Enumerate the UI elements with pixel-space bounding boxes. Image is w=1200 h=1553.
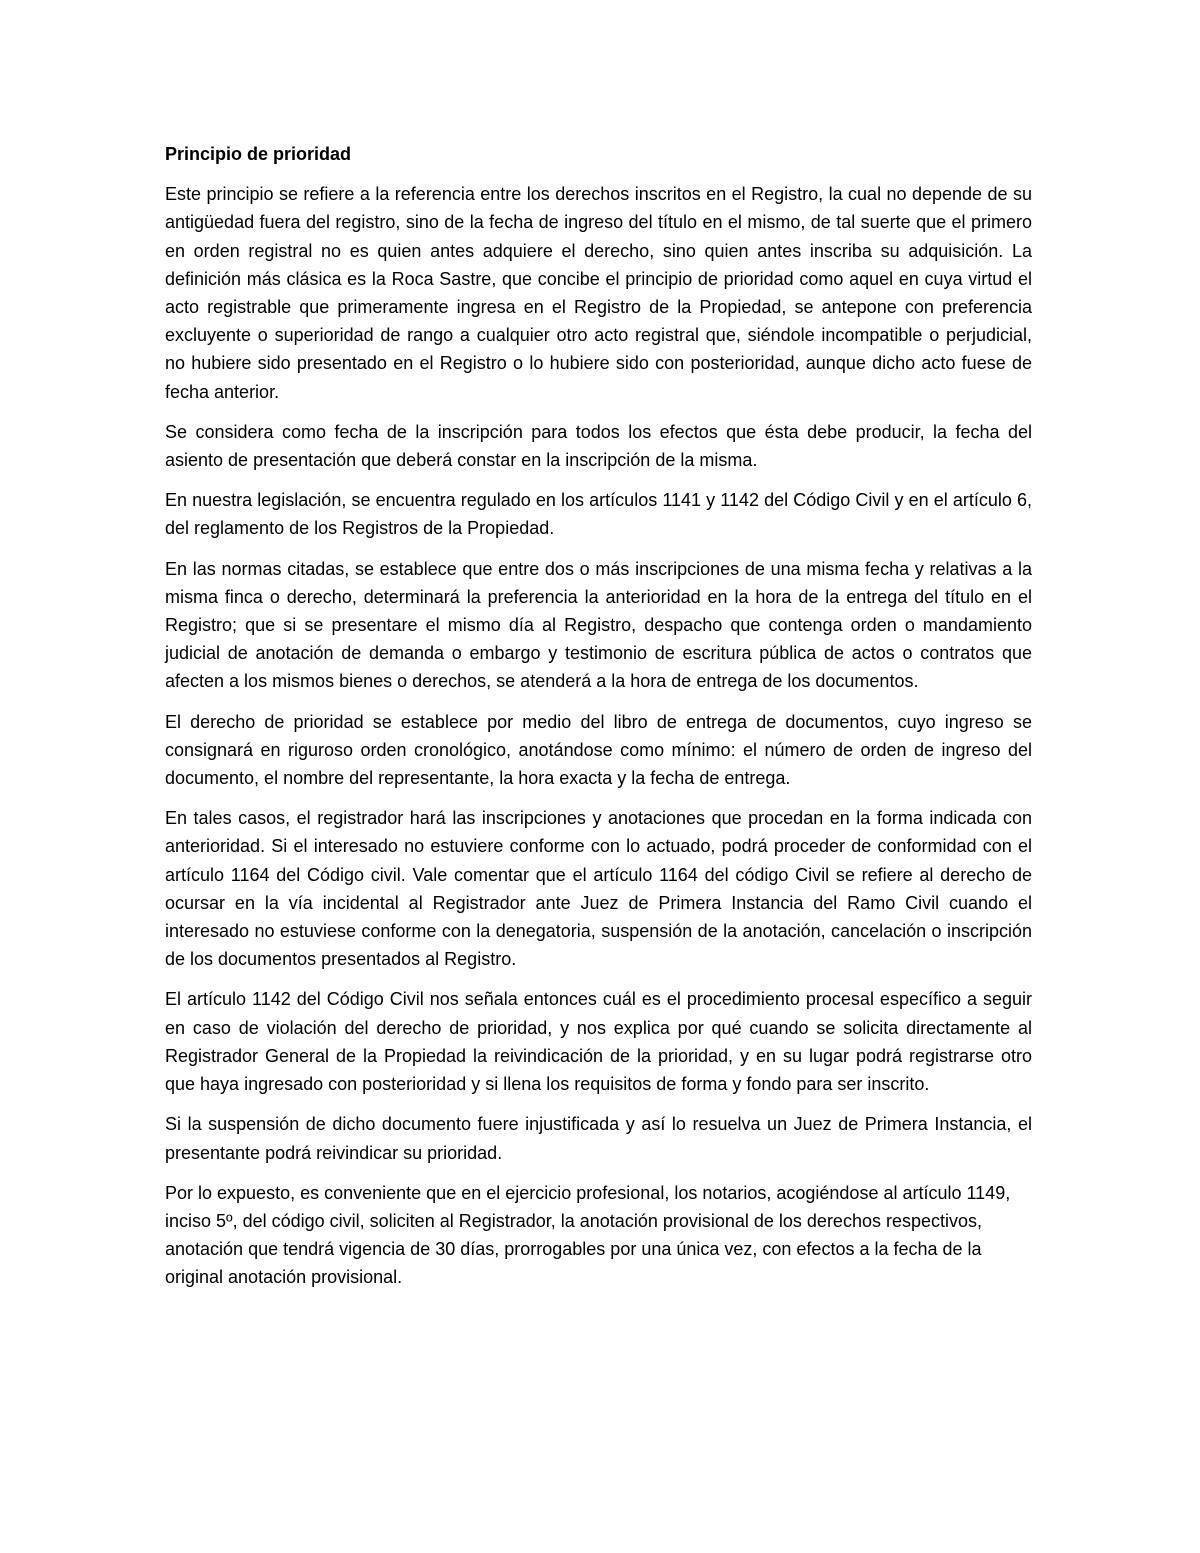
paragraph-2: Se considera como fecha de la inscripción para todos los efectos que ésta debe producir, la fecha del asiento de presentación que deberá constar en la inscripción de la misma.	[165, 421, 1032, 471]
paragraph-3: En nuestra legislación, se encuentra regulado en los artículos 1141 y 1142 del Código Civil y en el artículo 6, del reglamento de los Registros de la Propiedad.	[165, 490, 1032, 539]
paragraph-1: Este principio se refiere a la referencia entre los derechos inscritos en el Registro, la cual no depende de su antigüedad fuera del registro, sino de la fecha de ingreso del título en el mismo, de tal suerte que el primero en orden registral no es quien antes adquiere el derecho, sino quien antes inscriba su adquisición. La definición más clásica es la Roca Sastre, que concibe el principio de prioridad como aquel en cuya virtud el acto registrable que primeramente ingresa en el Registro de la Propiedad, se antepone con preferencia excluyente o superioridad de rango a cualquier otro acto registral que, siéndole incompatible o perjudicial, no hubiere sido presentado en el Registro o lo hubiere sido con posterioridad, aunque dicho acto fuese de fecha anterior.	[165, 184, 1032, 402]
paragraph-4: En las normas citadas, se establece que entre dos o más inscripciones de una misma fecha y relativas a la misma finca o derecho, determinará la preferencia la anterioridad en la hora de la entrega del título en el Registro; que si se presentare el mismo día al Registro, despacho que contenga orden o mandamiento judicial de anotación de demanda o embargo y testimonio de escritura pública de actos o contratos que afecten a los mismos bienes o derechos, se atenderá a la hora de entrega de los documentos.	[165, 558, 1032, 692]
paragraph-8: Si la suspensión de dicho documento fuere injustificada y así lo resuelva un Juez de Primera Instancia, el presentante podrá reivindicar su prioridad.	[165, 1114, 1032, 1163]
paragraph-7: El artículo 1142 del Código Civil nos señala entonces cuál es el procedimiento procesal específico a seguir en caso de violación del derecho de prioridad, y nos explica por qué cuando se solicita directamente al Registrador General de la Propiedad la reivindicación de la prioridad, y en su lugar podrá registrarse otro que haya ingresado con posterioridad y si llena los requisitos de forma y fondo para ser inscrito.	[165, 989, 1032, 1095]
paragraph-5: El derecho de prioridad se establece por medio del libro de entrega de documentos, cuyo ingreso se consignará en riguroso orden cronológico, anotándose como mínimo: el número de orden de ingreso del documento, el nombre del representante, la hora exacta y la fecha de entrega.	[165, 711, 1032, 789]
paragraph-6: En tales casos, el registrador hará las inscripciones y anotaciones que procedan en la forma indicada con anterioridad. Si el interesado no estuviere conforme con lo actuado, podrá proceder de conformidad con el artículo 1164 del Código civil. Vale comentar que el artículo 1164 del código Civil se refiere al derecho de ocursar en la vía incidental al Registrador ante Juez de Primera Instancia del Ramo Civil cuando el interesado no estuviese conforme con la denegatoria, suspensión de la anotación, cancelación o inscripción de los documentos presentados al Registro.	[165, 808, 1032, 970]
paragraph-9: Por lo expuesto, es conveniente que en el ejercicio profesional, los notarios, acogiéndose al artículo 1149, inciso 5º, del código civil, soliciten al Registrador, la anotación provisional de los derechos respectivos, anotación que tendrá vigencia de 30 días, prorrogables por una única vez, con efectos a la fecha de la original anotación provisional.	[165, 1182, 1011, 1288]
document-page	[165, 140, 1032, 1304]
document-title: Principio de prioridad	[165, 144, 352, 164]
